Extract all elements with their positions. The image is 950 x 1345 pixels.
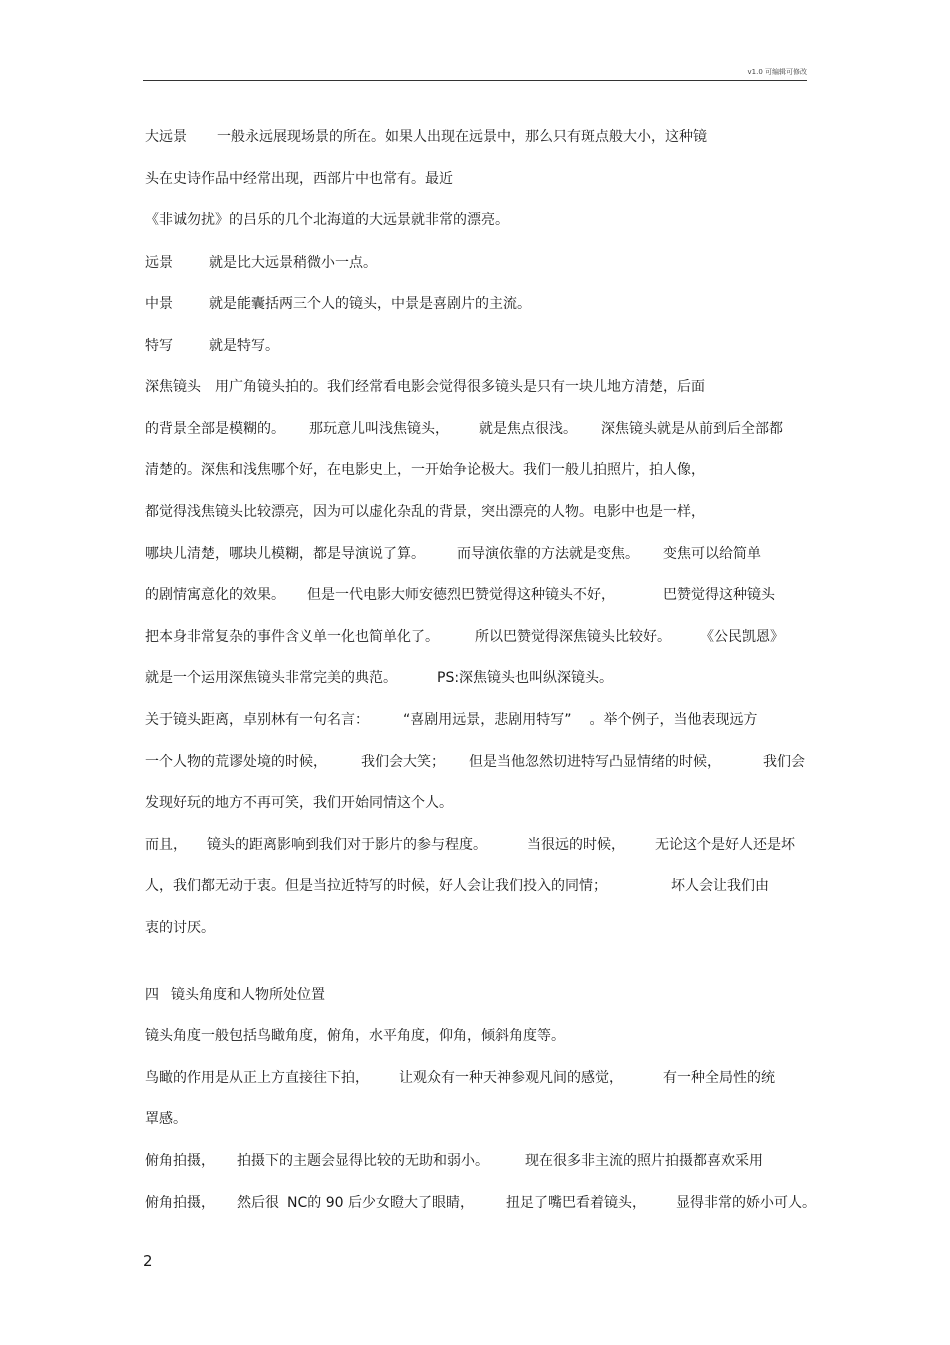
text-segment: 巴赞觉得这种镜头 <box>663 587 775 603</box>
header-rule <box>143 80 807 81</box>
text-segment: 清楚的。深焦和浅焦哪个好，在电影史上，一开始争论极大。我们一般儿拍照片，拍人像， <box>145 462 705 478</box>
text-segment: 四 <box>145 987 159 1003</box>
text-line <box>145 1069 775 1087</box>
text-line <box>145 836 795 854</box>
text-line <box>145 1027 565 1045</box>
text-segment: 而且， <box>145 837 187 853</box>
text-line <box>145 128 707 146</box>
text-segment: 就是焦点很浅。 <box>479 421 577 437</box>
text-segment: NC的 90 后少女瞪大了眼睛， <box>287 1195 474 1211</box>
text-segment: 我们会 <box>763 754 805 770</box>
text-segment: 《公民凯恩》 <box>707 629 784 645</box>
text-segment: 镜头的距离影响到我们对于影片的参与程度。 <box>207 837 487 853</box>
text-segment: 中景 <box>145 296 173 312</box>
text-line <box>145 919 215 937</box>
text-segment: 大远景 <box>145 129 187 145</box>
text-segment: 无论这个是好人还是坏 <box>655 837 795 853</box>
text-segment: 发现好玩的地方不再可笑，我们开始同情这个人。 <box>145 795 453 811</box>
text-segment: 关于镜头距离，卓别林有一句名言： <box>145 712 369 728</box>
text-segment: 。举个例子，当他表现远方 <box>589 712 758 728</box>
text-segment: PS:深焦镜头也叫纵深镜头。 <box>437 670 614 686</box>
text-segment: 就是能囊括两三个人的镜头，中景是喜剧片的主流。 <box>209 296 531 312</box>
text-line <box>145 211 509 229</box>
text-line <box>145 337 279 355</box>
text-segment: 的背景全部是模糊的。 <box>145 421 285 437</box>
text-segment: 但是当他忽然切进特写凸显情绪的时候， <box>469 754 721 770</box>
text-segment: 罩感。 <box>145 1111 187 1127</box>
text-segment: 而导演依靠的方法就是变焦。 <box>457 546 639 562</box>
text-segment: 坏人会让我们由 <box>671 878 769 894</box>
text-segment: 俯角拍摄， <box>145 1195 215 1211</box>
text-line <box>145 986 325 1004</box>
header-version-text: v1.0 可编辑可修改 <box>747 68 807 76</box>
text-segment: 我们会大笑； <box>361 754 445 770</box>
text-line <box>145 753 805 771</box>
text-segment: 但是一代电影大师安德烈巴赞觉得这种镜头不好， <box>307 587 615 603</box>
text-segment: “喜剧用远景，悲剧用特写” <box>403 712 572 728</box>
text-line <box>145 170 453 188</box>
text-line <box>145 586 775 604</box>
text-line <box>145 669 613 687</box>
text-segment: 镜头角度和人物所处位置 <box>171 987 325 1003</box>
page-number: 2 <box>143 1252 153 1270</box>
text-segment: 镜头角度一般包括鸟瞰角度，俯角，水平角度，仰角，倾斜角度等。 <box>145 1028 565 1044</box>
text-line <box>145 711 758 729</box>
text-segment: 《非诚勿扰》的吕乐的几个北海道的大远景就非常的漂亮。 <box>145 212 509 228</box>
text-segment: 把本身非常复杂的事件含义单一化也简单化了。 <box>145 629 439 645</box>
text-segment: 显得非常的娇小可人。 <box>675 1195 816 1211</box>
text-segment: 就是特写。 <box>209 338 279 354</box>
text-segment: 有一种全局性的统 <box>663 1070 775 1086</box>
text-line <box>145 420 783 438</box>
text-segment: 拍摄下的主题会显得比较的无助和弱小。 <box>237 1153 489 1169</box>
text-line <box>145 378 705 396</box>
text-segment: 哪块儿清楚，哪块儿模糊，都是导演说了算。 <box>145 546 425 562</box>
text-segment: 就是一个运用深焦镜头非常完美的典范。 <box>145 670 397 686</box>
text-line <box>145 461 705 479</box>
text-segment: 的剧情寓意化的效果。 <box>145 587 285 603</box>
text-line <box>145 628 784 646</box>
text-segment: 那玩意儿叫浅焦镜头， <box>309 421 449 437</box>
text-segment: 深焦镜头 <box>145 379 201 395</box>
text-segment: 深焦镜头就是从前到后全部都 <box>601 421 783 437</box>
text-segment: 特写 <box>145 338 173 354</box>
text-segment: 俯角拍摄， <box>145 1153 215 1169</box>
text-segment: 变焦可以给简单 <box>663 546 761 562</box>
text-segment: 衷的讨厌。 <box>145 920 215 936</box>
text-segment: 让观众有一种天神参观凡间的感觉， <box>399 1070 623 1086</box>
text-segment: 一般永远展现场景的所在。如果人出现在远景中，那么只有斑点般大小，这种镜 <box>217 129 707 145</box>
text-line <box>145 295 531 313</box>
text-segment: 远景 <box>145 255 173 271</box>
text-segment: 当很远的时候， <box>527 837 625 853</box>
text-line <box>145 254 377 272</box>
text-segment: 人，我们都无动于衷。但是当拉近特写的时候，好人会让我们投入的同情； <box>145 878 607 894</box>
text-segment: 用广角镜头拍的。我们经常看电影会觉得很多镜头是只有一块儿地方清楚，后面 <box>215 379 705 395</box>
text-segment: 头在史诗作品中经常出现，西部片中也常有。最近 <box>145 171 453 187</box>
text-line <box>145 1194 816 1212</box>
text-line <box>145 545 761 563</box>
text-segment: 现在很多非主流的照片拍摄都喜欢采用 <box>525 1153 763 1169</box>
text-line <box>145 794 453 812</box>
text-line <box>145 503 705 521</box>
text-line <box>145 1110 187 1128</box>
text-line <box>145 877 769 895</box>
text-segment: 就是比大远景稍微小一点。 <box>209 255 377 271</box>
text-segment: 扭足了嘴巴看着镜头， <box>505 1195 646 1211</box>
text-segment: 鸟瞰的作用是从正上方直接往下拍， <box>145 1070 369 1086</box>
text-segment: 一个人物的荒谬处境的时候， <box>145 754 327 770</box>
text-segment: 然后很 <box>237 1195 279 1211</box>
text-segment: 都觉得浅焦镜头比较漂亮，因为可以虚化杂乱的背景，突出漂亮的人物。电影中也是一样， <box>145 504 705 520</box>
text-line <box>145 1152 763 1170</box>
text-segment: 所以巴赞觉得深焦镜头比较好。 <box>475 629 671 645</box>
